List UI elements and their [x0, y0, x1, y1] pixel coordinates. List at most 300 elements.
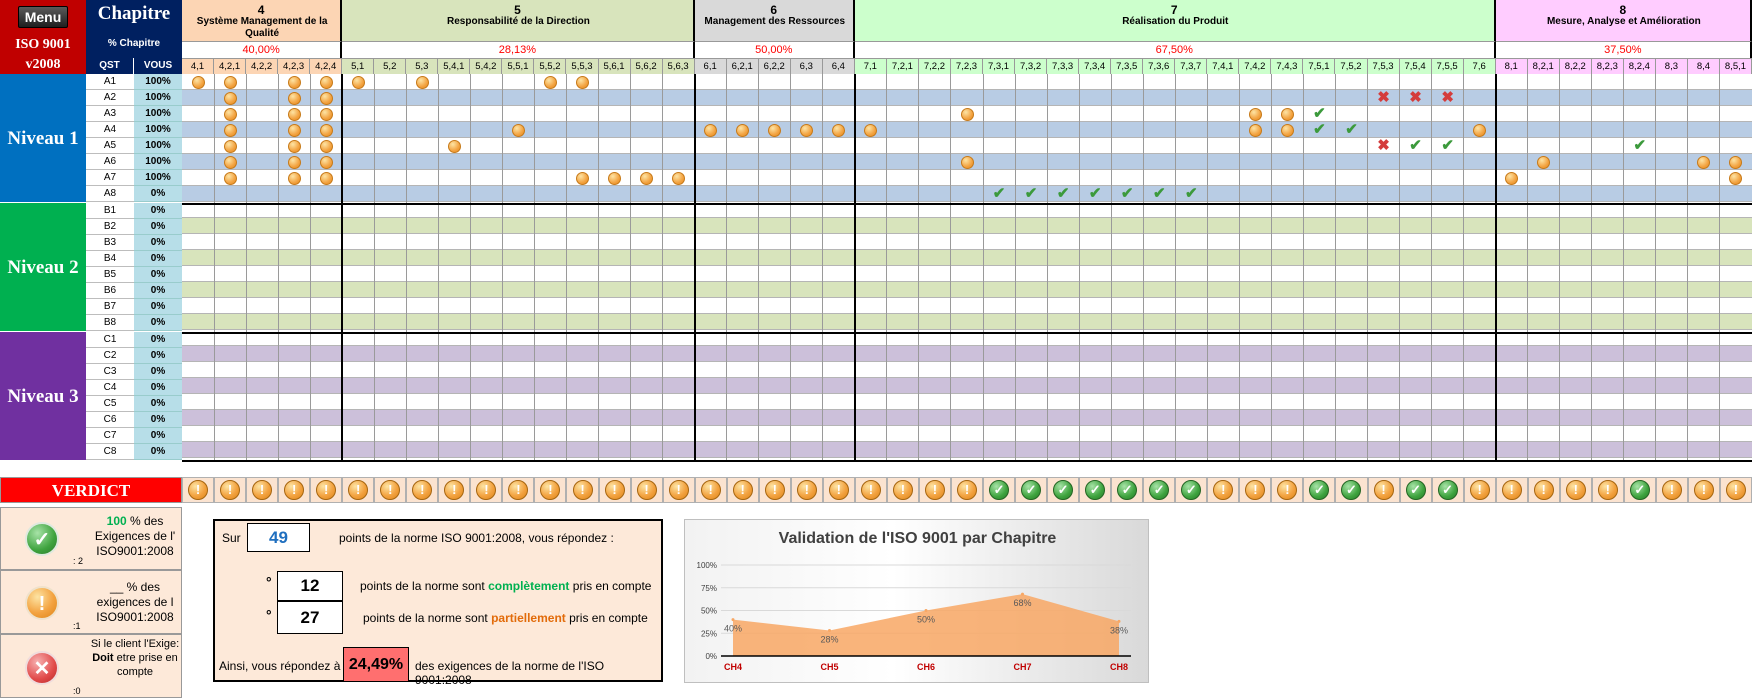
chapter-title: Responsabilité de la Direction [447, 16, 590, 27]
warning-icon: ! [1374, 480, 1394, 500]
grid-col-line [598, 74, 599, 461]
warning-icon: ! [605, 480, 625, 500]
verdict-cell [310, 477, 342, 503]
grid-col-line [790, 74, 791, 461]
verdict-cell [1047, 477, 1079, 503]
grid-col-line [566, 74, 567, 461]
level-separator [182, 203, 1752, 205]
verdict-cell [1400, 477, 1432, 503]
grid-row [182, 426, 1752, 442]
qst-cell: A4 [86, 122, 134, 138]
legend-required-text [89, 637, 181, 679]
chart-point [1021, 593, 1024, 596]
requirement-col-header: 5,1 [342, 58, 374, 74]
grid-col-line [534, 74, 535, 461]
vous-cell: 0% [134, 348, 182, 364]
vous-header: VOUS [134, 58, 182, 74]
verdict-cell [919, 477, 951, 503]
qst-cell: B2 [86, 219, 134, 235]
grid-col-line [1335, 74, 1336, 461]
warning-icon: ! [861, 480, 881, 500]
chapter-title: Mesure, Analyse et Amélioration [1546, 16, 1701, 27]
chart-data-label: 50% [916, 614, 936, 625]
cross-icon: ✖ [1377, 89, 1390, 106]
vous-cell: 0% [134, 364, 182, 380]
requirement-col-header: 8,2,4 [1624, 58, 1656, 74]
qst-cell: C3 [86, 364, 134, 380]
check-icon: ✓ [1053, 480, 1073, 500]
warning-icon: ! [380, 480, 400, 500]
warning-icon: ! [540, 480, 560, 500]
requirement-col-header: 5,6,2 [631, 58, 663, 74]
vous-cell: 100% [134, 154, 182, 170]
verdict-cell [1368, 477, 1400, 503]
chapter-title: Réalisation du Produit [1122, 16, 1229, 27]
check-icon: ✔ [1441, 137, 1454, 154]
grid-col-line [854, 74, 856, 461]
partial-status-icon [224, 124, 237, 137]
grid-col-line [438, 74, 439, 461]
check-icon: ✔ [1024, 185, 1038, 202]
area-chart-plot [685, 520, 1148, 682]
requirement-col-header: 7,5,4 [1400, 58, 1432, 74]
grid-col-line [630, 74, 631, 461]
requirement-col-header: 8,2,1 [1528, 58, 1560, 74]
qst-cell: B7 [86, 299, 134, 315]
partial-status-icon [288, 140, 301, 153]
vous-cell: 100% [134, 138, 182, 154]
verdict-label: VERDICT [0, 477, 182, 503]
verdict-cell [983, 477, 1015, 503]
partial-status-icon [1729, 156, 1742, 169]
check-icon: ✔ [1152, 185, 1166, 202]
qst-cell: C5 [86, 396, 134, 412]
warning-icon: ! [316, 480, 336, 500]
iso-title: ISO 9001 [15, 37, 71, 52]
requirement-col-header: 7,3,5 [1111, 58, 1143, 74]
grid-col-line [1655, 74, 1656, 461]
verdict-cell [1688, 477, 1720, 503]
partial-status-icon [320, 156, 333, 169]
vous-cell: 0% [134, 315, 182, 331]
qst-cell: C6 [86, 412, 134, 428]
chart-ytick: 75% [700, 583, 717, 593]
check-icon: ✓ [1149, 480, 1169, 500]
partial-status-icon [224, 156, 237, 169]
grid-col-line [1175, 74, 1176, 461]
qst-cell: C7 [86, 428, 134, 444]
grid-col-line [470, 74, 471, 461]
requirement-col-header: 8,2,3 [1592, 58, 1624, 74]
grid-col-line [310, 74, 311, 461]
partial-status-icon [864, 124, 877, 137]
grid-col-line [822, 74, 823, 461]
warning-icon: ! [508, 480, 528, 500]
partial-status-icon [288, 156, 301, 169]
grid-row [182, 218, 1752, 234]
result-pct-value: 24,49% [343, 647, 409, 682]
total-points-value: 49 [247, 523, 310, 552]
grid-col-line [1367, 74, 1368, 461]
requirement-col-header: 7,3,2 [1015, 58, 1047, 74]
warning-icon: ! [1726, 480, 1746, 500]
requirement-col-header: 4,2,2 [246, 58, 278, 74]
partial-count-value: 27 [277, 601, 343, 634]
verdict-cell [1496, 477, 1528, 503]
partial-status-icon [608, 172, 621, 185]
partial-text-post: pris en compte [565, 611, 648, 625]
requirement-col-header: 7,6 [1464, 58, 1496, 74]
chart-point [732, 618, 735, 621]
partial-status-icon [1729, 172, 1742, 185]
chapter-number: 6 [770, 3, 778, 17]
legend-required-bold: Doit [92, 652, 114, 664]
vous-cell: 0% [134, 428, 182, 444]
verdict-cell [1464, 477, 1496, 503]
warning-icon: ! [829, 480, 849, 500]
qst-header: QST [86, 58, 134, 74]
partial-status-icon [544, 76, 557, 89]
check-icon: ✓ [1085, 480, 1105, 500]
chapter-header-6 [695, 0, 855, 42]
chapter-number: 4 [257, 3, 265, 17]
pct-chapitre-header: % Chapitre [86, 30, 182, 58]
partial-status-icon [640, 172, 653, 185]
requirement-col-header: 5,4,2 [470, 58, 502, 74]
verdict-cell [1720, 477, 1752, 503]
warning-icon: ! [1502, 480, 1522, 500]
summary-box [213, 519, 663, 687]
partial-status-icon [1281, 108, 1294, 121]
grid-col-line [694, 74, 696, 461]
qst-cell: B4 [86, 251, 134, 267]
level-label-2: Niveau 2 [0, 203, 86, 332]
warning-icon: ! [252, 480, 272, 500]
partial-status-icon [1249, 124, 1262, 137]
chart-point [1118, 620, 1121, 623]
chapter-pct: 37,50% [1496, 42, 1752, 58]
requirement-col-header: 4,1 [182, 58, 214, 74]
qst-cell: C1 [86, 332, 134, 348]
chart-data-label: 38% [1109, 625, 1129, 636]
verdict-cell [599, 477, 631, 503]
qst-cell: B6 [86, 283, 134, 299]
requirement-col-header: 7,1 [855, 58, 887, 74]
check-icon: ✓ [1181, 480, 1201, 500]
qst-cell: C8 [86, 444, 134, 460]
verdict-cell [502, 477, 534, 503]
partial-status-icon [768, 124, 781, 137]
verdict-cell [951, 477, 983, 503]
grid-row [182, 234, 1752, 250]
requirement-col-header: 4,2,1 [214, 58, 246, 74]
partial-status-icon [320, 140, 333, 153]
chart-point [925, 609, 928, 612]
requirement-col-header: 7,3,4 [1079, 58, 1111, 74]
chart-ytick: 25% [700, 629, 717, 639]
check-icon: ✔ [1184, 185, 1198, 202]
requirement-col-header: 7,4,2 [1239, 58, 1271, 74]
check-icon: ✔ [1313, 121, 1326, 138]
verdict-cell [406, 477, 438, 503]
result-text-pre: Ainsi, vous répondez à [219, 659, 341, 673]
warning-icon: ! [1662, 480, 1682, 500]
partial-status-icon [800, 124, 813, 137]
grid-row [182, 90, 1752, 106]
requirement-col-header: 5,3 [406, 58, 438, 74]
partial-status-icon [288, 108, 301, 121]
chapter-number: 8 [1619, 3, 1627, 17]
grid-col-line [1687, 74, 1688, 461]
partial-status-icon [224, 172, 237, 185]
legend-required-line1: Si le client l'Exige: [90, 638, 180, 650]
verdict-cell [1143, 477, 1175, 503]
grid-row [182, 266, 1752, 282]
warning-icon: ! [348, 480, 368, 500]
vous-cell: 100% [134, 74, 182, 90]
partial-status-icon [1697, 156, 1710, 169]
partial-status-icon [288, 92, 301, 105]
check-icon: ✔ [1345, 121, 1358, 138]
legend-complete-desc: % des Exigences de l' ISO9001:2008 [94, 514, 176, 558]
chart-data-label: 28% [820, 634, 839, 645]
chapter-number: 7 [1170, 3, 1178, 17]
grid-col-line [1207, 74, 1208, 461]
partial-status-icon [224, 76, 237, 89]
vous-cell: 100% [134, 90, 182, 106]
qst-cell: A6 [86, 154, 134, 170]
left-panel [0, 0, 182, 461]
partial-word: partiellement [491, 611, 566, 625]
menu-button[interactable]: Menu [18, 6, 68, 28]
qst-cell: B8 [86, 315, 134, 331]
verdict-cell [887, 477, 919, 503]
partial-status-icon [832, 124, 845, 137]
warning-icon: ! [1694, 480, 1714, 500]
qst-cell: B5 [86, 267, 134, 283]
warning-icon: ! [444, 480, 464, 500]
partial-status-icon [320, 172, 333, 185]
requirement-col-header: 8,3 [1656, 58, 1688, 74]
warning-icon: ! [1470, 480, 1490, 500]
partial-text-pre: points de la norme sont [363, 611, 492, 625]
levels-table [0, 74, 182, 461]
partial-status-icon [1249, 108, 1262, 121]
vous-cell: 0% [134, 251, 182, 267]
warning-icon: ! [925, 480, 945, 500]
qst-cell: A8 [86, 186, 134, 202]
requirement-col-header: 7,3,1 [983, 58, 1015, 74]
error-icon: ✕ [25, 651, 59, 685]
grid-col-line [374, 74, 375, 461]
grid-col-line [1719, 74, 1720, 461]
qst-cell: B3 [86, 235, 134, 251]
partial-status-icon [1281, 124, 1294, 137]
chapter-title: Management des Ressources [704, 16, 846, 27]
grid-col-line [1527, 74, 1528, 461]
partial-status-icon [576, 76, 589, 89]
grid-row [182, 346, 1752, 362]
warning-icon: ! [284, 480, 304, 500]
grid-col-line [1495, 74, 1497, 461]
check-icon: ✔ [1313, 105, 1326, 122]
requirement-col-header: 4,2,3 [278, 58, 310, 74]
requirement-col-header: 7,3,7 [1175, 58, 1207, 74]
vous-cell: 0% [134, 186, 182, 202]
warning-icon: ! [701, 480, 721, 500]
partial-status-icon [672, 172, 685, 185]
grid-row [182, 298, 1752, 314]
check-icon: ✔ [1633, 137, 1647, 154]
legend-partial-text: __ % des exigences de l ISO9001:2008 [96, 580, 174, 624]
grid-row [182, 250, 1752, 266]
grid-col-line [1271, 74, 1272, 461]
complete-word: complètement [488, 579, 570, 593]
legend-required-line2: etre prise en compte [113, 652, 178, 678]
grid-col-line [246, 74, 247, 461]
check-icon: ✓ [989, 480, 1009, 500]
warning-icon: ! [1213, 480, 1233, 500]
bullet-complete: ° [266, 574, 272, 590]
chart-area [733, 594, 1119, 656]
requirement-col-header: 7,2,2 [919, 58, 951, 74]
summary-sur-text: points de la norme ISO 9001:2008, vous répondez : [339, 531, 614, 545]
verdict-cell [1656, 477, 1688, 503]
vous-cell: 0% [134, 299, 182, 315]
partial-status-icon [512, 124, 525, 137]
check-icon: ✓ [1406, 480, 1426, 500]
requirement-col-header: 7,2,1 [887, 58, 919, 74]
vous-cell: 0% [134, 444, 182, 460]
verdict-cell [278, 477, 310, 503]
partial-status-icon [288, 172, 301, 185]
grid-row [182, 394, 1752, 410]
grid-row [182, 186, 1752, 202]
chart-data-label: 68% [1013, 598, 1032, 609]
chapter-pct: 67,50% [855, 42, 1496, 58]
grid-row [182, 410, 1752, 426]
legend-required [0, 634, 182, 698]
grid-row [182, 362, 1752, 378]
requirement-col-header: 8,4 [1688, 58, 1720, 74]
verdict-cell [246, 477, 278, 503]
chapter-header-4 [182, 0, 342, 42]
warning-icon: ! [573, 480, 593, 500]
verdict-cell [695, 477, 727, 503]
chapter-pct: 50,00% [695, 42, 855, 58]
warning-icon: ! [25, 586, 59, 620]
partial-status-icon [224, 92, 237, 105]
requirement-col-header: 5,2 [374, 58, 406, 74]
grid-row [182, 122, 1752, 138]
vous-cell: 0% [134, 380, 182, 396]
check-icon: ✔ [1409, 137, 1422, 154]
grid-col-line [726, 74, 727, 461]
chapter-title: Système Management de la Qualité [196, 16, 328, 39]
grid-row [182, 442, 1752, 458]
check-icon: ✓ [1630, 480, 1650, 500]
complete-text [360, 579, 651, 593]
grid-col-line [1143, 74, 1144, 461]
vous-cell: 0% [134, 396, 182, 412]
qst-cell: B1 [86, 203, 134, 219]
check-icon: ✔ [1088, 185, 1102, 202]
legend-complete-pct: 100 [106, 514, 127, 528]
vous-cell: 100% [134, 106, 182, 122]
vous-cell: 0% [134, 219, 182, 235]
requirement-col-header: 6,4 [823, 58, 855, 74]
vous-cell: 0% [134, 203, 182, 219]
requirement-col-header: 6,2,1 [727, 58, 759, 74]
grid-col-line [214, 74, 215, 461]
legend-complete-count: : 2 [73, 556, 84, 566]
requirements-grid [182, 0, 1752, 461]
chapter-number: 5 [514, 3, 521, 17]
chart-category-label: CH5 [820, 662, 839, 672]
partial-status-icon [416, 76, 429, 89]
complete-count-value: 12 [277, 571, 343, 601]
grid-col-line [983, 74, 984, 461]
warning-icon: ! [412, 480, 432, 500]
verdict-cell [1111, 477, 1143, 503]
grid-col-line [1239, 74, 1240, 461]
grid-col-line [406, 74, 407, 461]
requirement-col-header: 7,5,2 [1335, 58, 1367, 74]
grid-col-line [662, 74, 663, 461]
level-label-3: Niveau 3 [0, 332, 86, 461]
vous-cell: 0% [134, 332, 182, 348]
qst-cell: C2 [86, 348, 134, 364]
result-text-post: des exigences de la norme de l'ISO 9001:2008 [415, 659, 605, 687]
cross-icon: ✖ [1409, 89, 1422, 106]
partial-status-icon [192, 76, 205, 89]
partial-status-icon [288, 124, 301, 137]
complete-text-post: pris en compte [569, 579, 652, 593]
chapter-pct: 28,13% [342, 42, 694, 58]
requirement-col-header: 5,5,3 [566, 58, 598, 74]
requirement-col-header: 8,2,2 [1560, 58, 1592, 74]
requirement-col-header: 5,6,3 [663, 58, 695, 74]
requirement-col-header: 8,1 [1496, 58, 1528, 74]
warning-icon: ! [765, 480, 785, 500]
chapter-header-5 [342, 0, 694, 42]
verdict-cell [1592, 477, 1624, 503]
verdict-cell [1207, 477, 1239, 503]
verdict-cell [342, 477, 374, 503]
partial-status-icon [961, 108, 974, 121]
grid-col-line [1079, 74, 1080, 461]
qst-cell: A1 [86, 74, 134, 90]
grid-col-line [278, 74, 279, 461]
requirement-col-header: 6,2,2 [759, 58, 791, 74]
verdict-cell [791, 477, 823, 503]
vous-cell: 0% [134, 267, 182, 283]
grid-col-line [1303, 74, 1304, 461]
partial-status-icon [448, 140, 461, 153]
partial-status-icon [320, 76, 333, 89]
verdict-cell [1335, 477, 1367, 503]
verdict-cell [855, 477, 887, 503]
requirement-col-header: 5,5,2 [534, 58, 566, 74]
grid-col-line [1399, 74, 1400, 461]
partial-status-icon [320, 124, 333, 137]
legend-partial-count: :1 [73, 621, 81, 631]
check-icon: ✓ [1021, 480, 1041, 500]
warning-icon: ! [733, 480, 753, 500]
grid-col-line [950, 74, 951, 461]
grid-col-line [758, 74, 759, 461]
partial-status-icon [320, 92, 333, 105]
